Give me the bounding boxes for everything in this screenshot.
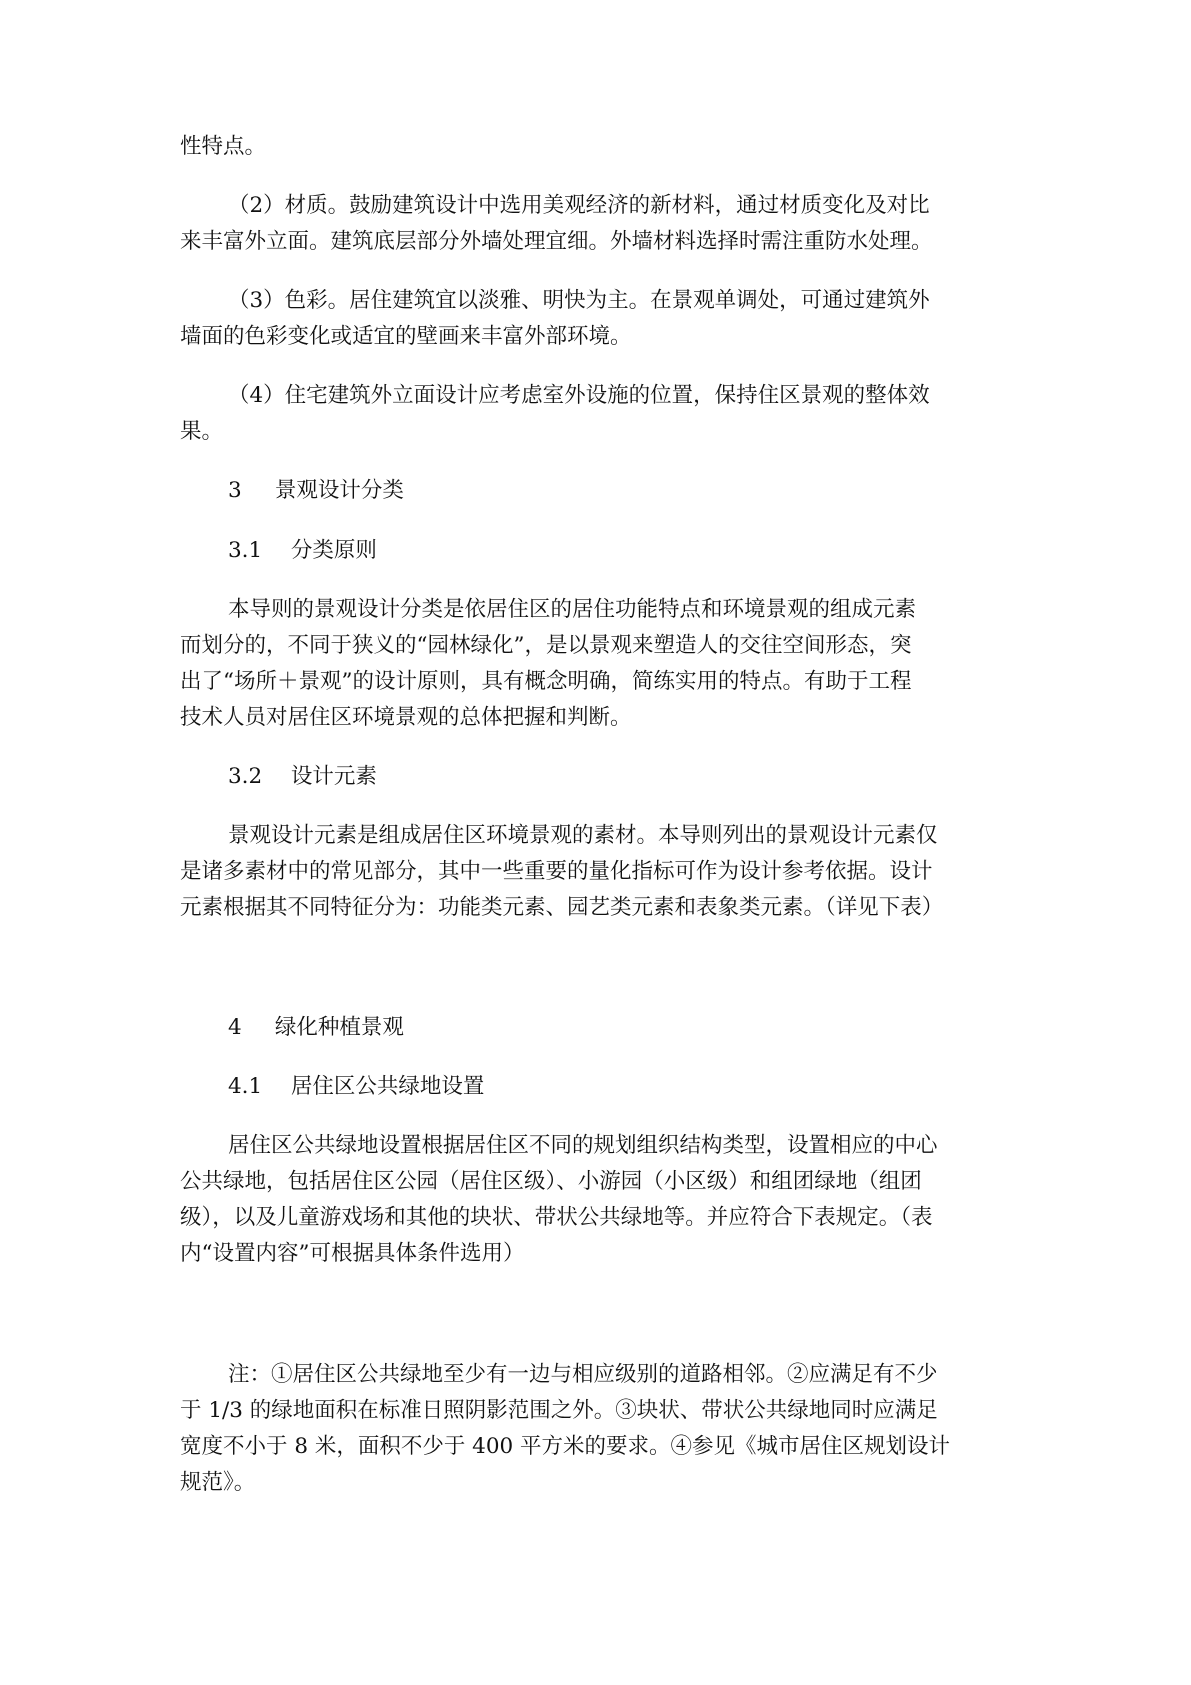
section-title: 绿化种植景观 bbox=[274, 1015, 404, 1040]
section-title: 分类原则 bbox=[290, 538, 377, 563]
paragraph-elements-line-1: 景观设计元素是组成居住区环境景观的素材。本导则列出的景观设计元素仅 bbox=[228, 823, 938, 848]
paragraph-material-line-2: 来丰富外立面。建筑底层部分外墙处理宜细。外墙材料选择时需注重防水处理。 bbox=[180, 229, 933, 254]
section-heading-4 bbox=[228, 1010, 1020, 1046]
paragraph-note-line-1: 注：①居住区公共绿地至少有一边与相应级别的道路相邻。②应满足有不少 bbox=[228, 1362, 938, 1387]
paragraph-color-line-1: （3）色彩。居住建筑宜以淡雅、明快为主。在景观单调处，可通过建筑外 bbox=[228, 288, 930, 313]
paragraph-intro-tail: 性特点。 bbox=[180, 134, 267, 159]
paragraph-material-line-1: （2）材质。鼓励建筑设计中选用美观经济的新材料，通过材质变化及对比 bbox=[228, 193, 930, 218]
section-number: 3.2 bbox=[228, 764, 263, 789]
paragraph-green-line-3: 级），以及儿童游戏场和其他的块状、带状公共绿地等。并应符合下表规定。（表 bbox=[180, 1205, 933, 1230]
paragraph-principle-line-4: 技术人员对居住区环境景观的总体把握和判断。 bbox=[180, 705, 632, 730]
paragraph-principle-line-3: 出了“场所＋景观”的设计原则，具有概念明确，简练实用的特点。有助于工程 bbox=[180, 669, 912, 694]
paragraph-color-line-2: 墙面的色彩变化或适宜的壁画来丰富外部环境。 bbox=[180, 324, 632, 349]
paragraph-note-line-4: 规范》。 bbox=[180, 1470, 256, 1495]
section-heading-3-1 bbox=[228, 533, 1020, 569]
section-heading-3-2 bbox=[228, 759, 1020, 795]
section-number: 4.1 bbox=[228, 1074, 263, 1099]
section-heading-3 bbox=[228, 473, 1020, 509]
paragraph-elements-line-2: 是诸多素材中的常见部分，其中一些重要的量化指标可作为设计参考依据。设计 bbox=[180, 859, 933, 884]
paragraph-note-line-3: 宽度不小于 8 米，面积不少于 400 平方米的要求。④参见《城市居住区规划设计 bbox=[180, 1434, 951, 1459]
section-number: 3.1 bbox=[228, 538, 263, 563]
paragraph-green-line-2: 公共绿地，包括居住区公园（居住区级）、小游园（小区级）和组团绿地（组团 bbox=[180, 1169, 922, 1194]
section-title: 景观设计分类 bbox=[274, 478, 404, 503]
paragraph-green-line-4: 内“设置内容”可根据具体条件选用） bbox=[180, 1241, 525, 1266]
section-title: 设计元素 bbox=[290, 764, 377, 789]
section-title: 居住区公共绿地设置 bbox=[290, 1074, 485, 1099]
paragraph-elements-line-3: 元素根据其不同特征分为：功能类元素、园艺类元素和表象类元素。（详见下表） bbox=[180, 895, 944, 920]
paragraph-facade-line-1: （4）住宅建筑外立面设计应考虑室外设施的位置，保持住区景观的整体效 bbox=[228, 383, 930, 408]
section-heading-4-1 bbox=[228, 1069, 1020, 1105]
section-number: 4 bbox=[228, 1015, 242, 1040]
paragraph-principle-line-2: 而划分的，不同于狭义的“园林绿化”，是以景观来塑造人的交往空间形态，突 bbox=[180, 633, 912, 658]
section-number: 3 bbox=[228, 478, 242, 503]
paragraph-principle-line-1: 本导则的景观设计分类是依居住区的居住功能特点和环境景观的组成元素 bbox=[228, 597, 917, 622]
paragraph-note-line-2: 于 1/3 的绿地面积在标准日照阴影范围之外。③块状、带状公共绿地同时应满足 bbox=[180, 1398, 938, 1423]
paragraph-green-line-1: 居住区公共绿地设置根据居住区不同的规划组织结构类型，设置相应的中心 bbox=[228, 1133, 938, 1158]
paragraph-facade-line-2: 果。 bbox=[180, 419, 224, 444]
